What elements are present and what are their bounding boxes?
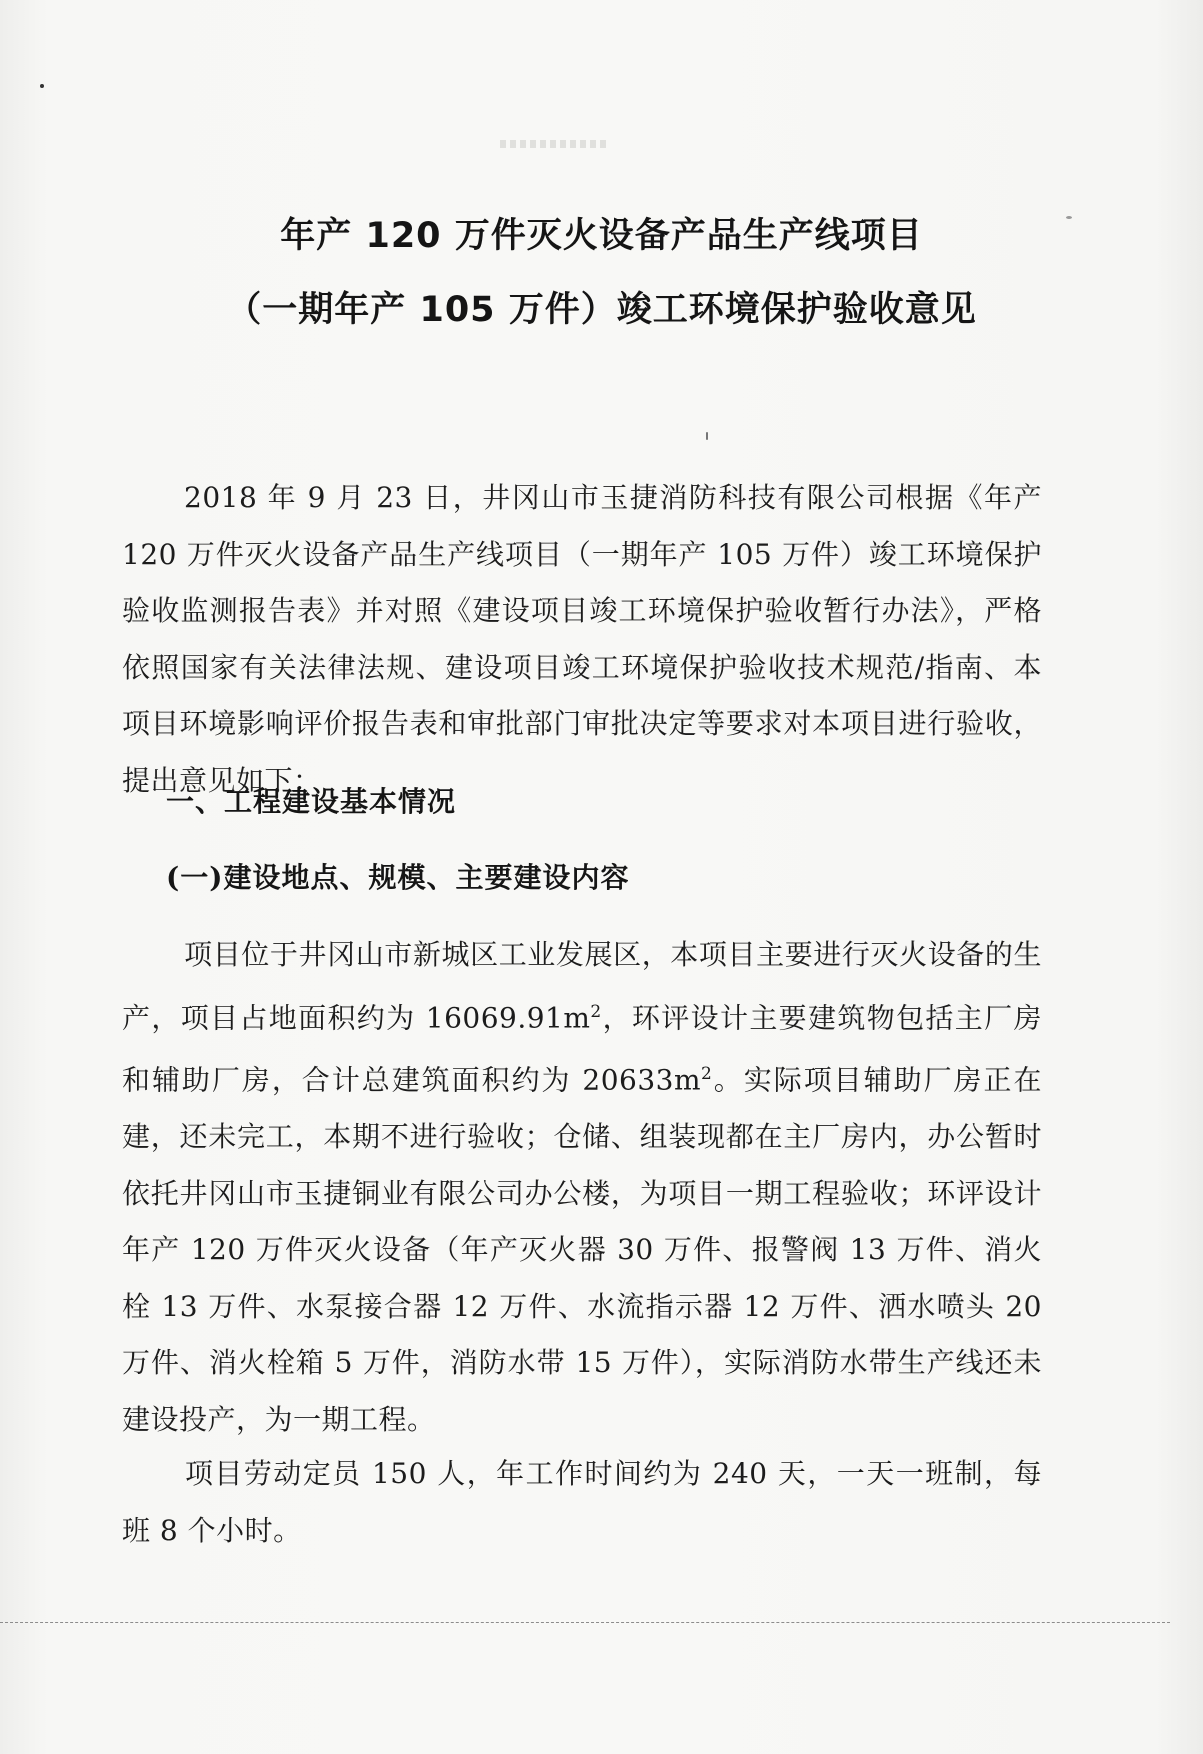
- staffing-paragraph-text: 项目劳动定员 150 人，年工作时间约为 240 天，一天一班制，每班 8 个小时。: [122, 1457, 1042, 1547]
- document-title-line-1: 年产 120 万件灭火设备产品生产线项目: [280, 216, 923, 256]
- page-bottom-divider: [0, 1622, 1170, 1623]
- document-title-line-2: （一期年产 105 万件）竣工环境保护验收意见: [226, 290, 977, 330]
- superscript-2: 2: [701, 1064, 713, 1085]
- staffing-paragraph: [122, 1446, 1042, 1559]
- project-description-paragraph: [122, 927, 1042, 1448]
- intro-paragraph-text: 2018 年 9 月 23 日，井冈山市玉捷消防科技有限公司根据《年产 120 万件灭火设备产品生产线项目（一期年产 105 万件）竣工环境保护验收监测报告表》并对照《建设项目竣工环境保护验收暂行办法》，严格依照国家有关法律法规、建设项目竣工环境保护验收技术规范/指南、本项目环境影响评价报告表和审批部门审批决定等要求对本项目进行验收，提出意见如下：: [122, 481, 1042, 797]
- paragraph-text-part-2: ，环评设计主要建筑物包括主厂房和辅助厂房，合计总建筑面积约为 20633m: [122, 1000, 1042, 1097]
- paragraph-text-part-1: 项目位于井冈山市新城区工业发展区，本项目主要进行灭火设备的生产，项目占地面积约为 16069.91m: [122, 938, 1042, 1034]
- scan-speck: [706, 432, 708, 440]
- scan-speck: [40, 84, 44, 88]
- section-heading: 一、工程建设基本情况: [166, 785, 457, 818]
- subsection-heading: (一)建设地点、规模、主要建设内容: [166, 861, 630, 894]
- intro-paragraph: [122, 470, 1042, 809]
- paragraph-text-part-3: 。实际项目辅助厂房正在建，还未完工，本期不进行验收；仓储、组装现都在主厂房内，办公暂时依托井冈山市玉捷铜业有限公司办公楼，为项目一期工程验收；环评设计年产 120 万件灭火设备（年产灭火器 30 万件、报警阀 13 万件、消火栓 13 万件、水泵接合器 12 万件、水流指示器 12 万件、洒水喷头 20 万件、消火栓箱 5 万件，消防水带 15 万件），实际消防水带生产线还未建设投产，为一期工程。: [122, 1063, 1042, 1436]
- superscript-2: 2: [590, 1001, 602, 1022]
- faint-stamp-mark: [500, 140, 610, 148]
